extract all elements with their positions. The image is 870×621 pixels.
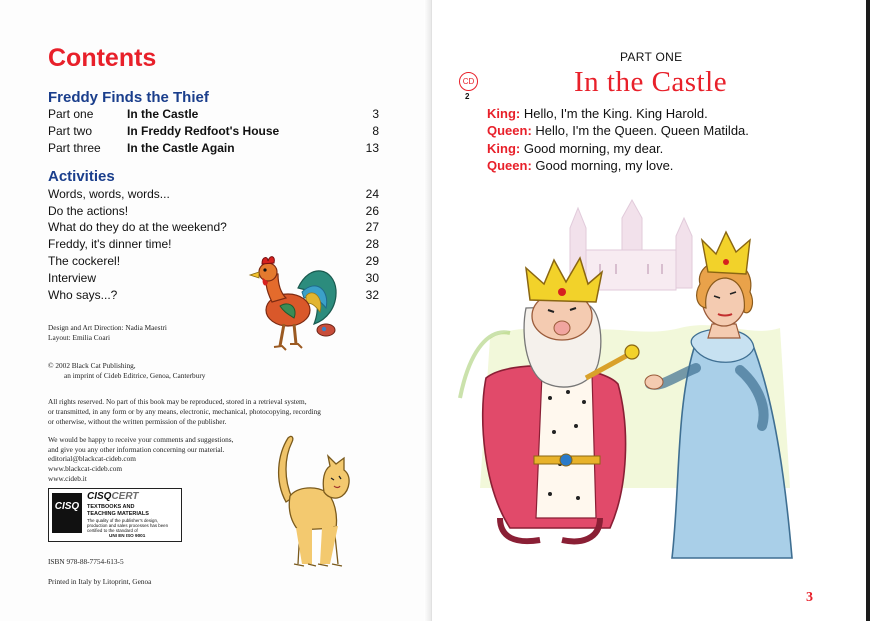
page-ref: 30 [365,271,379,285]
isbn: ISBN 978-88-7754-613-5 [48,557,124,566]
dialogue-line [487,141,663,156]
toc-row-activity[interactable] [48,204,379,221]
king-and-queen-illustration [450,188,820,573]
dialogue-line [487,158,673,173]
dialogue-text: Good morning, my love. [531,158,674,173]
toc-row-activity[interactable] [48,220,379,237]
printer-credit: Printed in Italy by Litoprint, Genoa [48,577,152,586]
dialogue-line [487,106,708,121]
part-title: In Freddy Redfoot's House [127,124,280,138]
page-ref: 32 [365,288,379,302]
part-title: In the Castle [127,107,199,121]
activity-title: Interview [48,271,97,285]
toc-row-part-one[interactable] [48,107,379,124]
page-ref: 13 [365,141,379,155]
toc-row-part-three[interactable] [48,141,379,158]
activities-title: Activities [48,168,115,185]
speaker: Queen: [487,158,532,173]
cisq-standard: UNI EN ISO 9001 [109,533,146,538]
page-edge [866,0,870,621]
page-ref: 26 [365,204,379,218]
contact-line: We would be happy to receive your comments and suggestions, [48,435,234,444]
page-number: 3 [806,590,813,605]
part-label: PART ONE [620,50,683,64]
speaker: Queen: [487,123,532,138]
page-ref: 8 [372,124,379,138]
part-label: Part two [48,124,93,138]
contact-url[interactable]: www.cideb.it [48,474,87,483]
toc-row-part-two[interactable] [48,124,379,141]
copyright-line: © 2002 Black Cat Publishing, [48,361,136,370]
speaker: King: [487,141,521,156]
cisq-brand [87,491,139,502]
activity-title: The cockerel! [48,254,121,268]
cisq-mark: CISQ [52,493,82,533]
layout-credit: Layout: Emilia Coari [48,333,111,342]
dialogue-text: Hello, I'm the King. King Harold. [520,106,708,121]
part-label: Part one [48,107,94,121]
page-ref: 3 [372,107,379,121]
cd-track-number: 2 [465,92,470,101]
part-title: In the Castle Again [127,141,235,155]
rights-line: or transmitted, in any form or by any means, electronic, mechanical, photocopying, recording [48,407,321,416]
activity-title: Who says...? [48,288,118,302]
dialogue-line [487,123,749,138]
activity-title: What do they do at the weekend? [48,220,227,234]
cat-illustration [268,432,363,572]
cockerel-illustration [238,250,343,362]
page-ref: 27 [365,220,379,234]
page-ref: 28 [365,237,379,251]
contact-email[interactable]: editorial@blackcat-cideb.com [48,454,136,463]
dialogue-text: Hello, I'm the Queen. Queen Matilda. [531,123,749,138]
cisq-description: The quality of the publisher's design, production and sales processes has been certified to the standard of [87,518,169,534]
activity-title: Do the actions! [48,204,129,218]
castle-background [570,200,692,290]
cisq-caption [87,504,149,517]
contact-url[interactable]: www.blackcat-cideb.com [48,464,123,473]
rights-line: All rights reserved. No part of this book may be reproduced, stored in a retrieval system, [48,397,307,406]
cisq-cert-logo [48,488,182,542]
page-ref: 29 [365,254,379,268]
copyright-line: an imprint of Cideb Editrice, Genoa, Canterbury [64,371,206,380]
cisq-brand-a: CISQ [87,491,112,502]
page-ref: 24 [365,187,379,201]
king-figure [483,258,639,541]
cisq-brand-b: CERT [111,491,139,502]
cisq-caption-1: TEXTBOOKS AND [87,504,135,510]
rights-line: or otherwise, without the written permission of the publisher. [48,417,227,426]
left-page [0,0,432,621]
activity-title: Words, words, words... [48,187,170,201]
story-title: Freddy Finds the Thief [48,89,209,106]
activity-title: Freddy, it's dinner time! [48,237,172,251]
speaker: King: [487,106,521,121]
contact-line: and give you any other information concerning our material. [48,445,225,454]
part-label: Part three [48,141,101,155]
dialogue-text: Good morning, my dear. [520,141,664,156]
design-credit: Design and Art Direction: Nadia Maestri [48,323,167,332]
contents-title: Contents [48,44,157,72]
cisq-caption-2: TEACHING MATERIALS [87,510,149,517]
cd-icon[interactable]: CD [459,72,478,91]
chapter-title: In the Castle [574,66,728,98]
toc-row-activity[interactable] [48,187,379,204]
